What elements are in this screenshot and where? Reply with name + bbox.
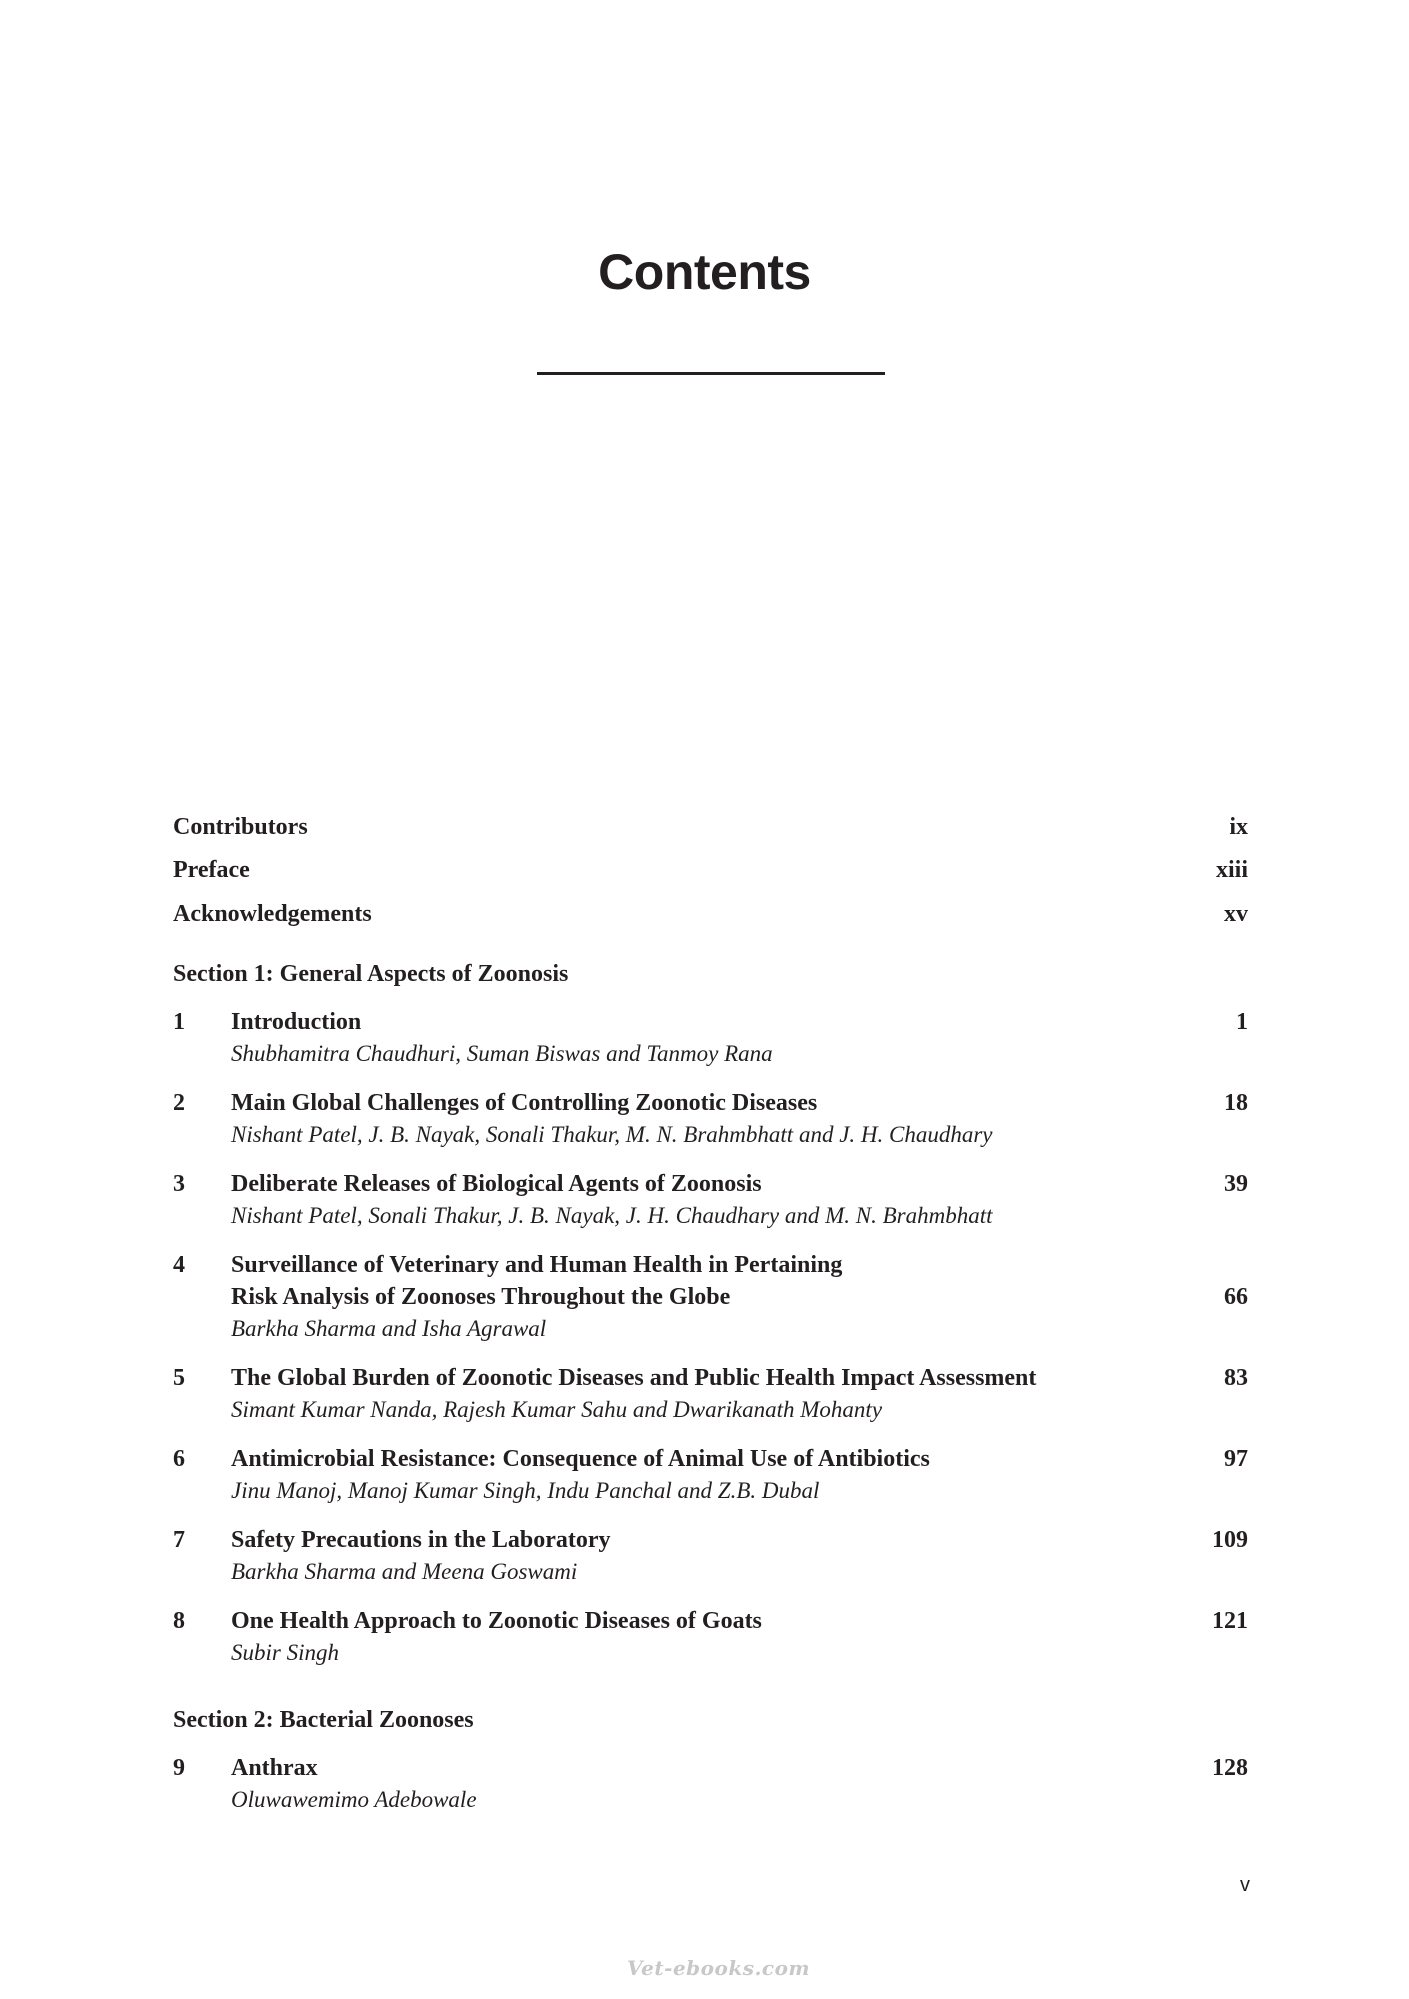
chapter-page: 39 bbox=[1224, 1171, 1248, 1197]
entry-page: xiii bbox=[1215, 857, 1248, 883]
toc-chapter-7[interactable] bbox=[173, 1524, 1248, 1584]
chapter-page: 128 bbox=[1212, 1755, 1248, 1781]
entry-page: xv bbox=[1224, 901, 1248, 927]
chapter-authors: Barkha Sharma and Isha Agrawal bbox=[231, 1316, 547, 1341]
entry-page: ix bbox=[1229, 814, 1248, 840]
chapter-number: 9 bbox=[173, 1755, 185, 1781]
chapter-authors: Subir Singh bbox=[231, 1640, 339, 1665]
chapter-title: Surveillance of Veterinary and Human Health in Pertaining bbox=[231, 1252, 843, 1278]
chapter-page: 1 bbox=[1236, 1009, 1248, 1035]
entry-label: Acknowledgements bbox=[173, 901, 372, 927]
chapter-page: 83 bbox=[1224, 1365, 1248, 1391]
chapter-title: Safety Precautions in the Laboratory bbox=[231, 1527, 611, 1553]
section-heading bbox=[173, 1704, 1248, 1736]
toc-chapter-2[interactable] bbox=[173, 1087, 1248, 1147]
section-heading bbox=[173, 958, 1248, 990]
chapter-title: Anthrax bbox=[231, 1755, 318, 1781]
chapter-authors: Oluwawemimo Adebowale bbox=[231, 1787, 477, 1812]
chapter-title: One Health Approach to Zoonotic Diseases of Goats bbox=[231, 1608, 762, 1634]
chapter-title: Antimicrobial Resistance: Consequence of Animal Use of Antibiotics bbox=[231, 1446, 930, 1472]
chapter-number: 2 bbox=[173, 1090, 185, 1116]
chapter-number: 7 bbox=[173, 1527, 185, 1553]
chapter-title: Introduction bbox=[231, 1009, 362, 1035]
toc-entry-acknowledgements[interactable] bbox=[173, 898, 1248, 930]
section-heading-label: Section 2: Bacterial Zoonoses bbox=[173, 1707, 474, 1733]
toc-chapter-5[interactable] bbox=[173, 1362, 1248, 1422]
toc-chapter-4[interactable] bbox=[173, 1249, 1248, 1341]
toc-chapter-3[interactable] bbox=[173, 1168, 1248, 1228]
chapter-title-line-2: Risk Analysis of Zoonoses Throughout the Globe bbox=[231, 1284, 731, 1310]
chapter-number: 6 bbox=[173, 1446, 185, 1472]
entry-label: Contributors bbox=[173, 814, 308, 840]
page-number: v bbox=[1240, 1874, 1250, 1896]
chapter-authors: Barkha Sharma and Meena Goswami bbox=[231, 1559, 578, 1584]
chapter-authors: Jinu Manoj, Manoj Kumar Singh, Indu Panchal and Z.B. Dubal bbox=[231, 1478, 820, 1503]
toc-chapter-9[interactable] bbox=[173, 1752, 1248, 1812]
chapter-page: 18 bbox=[1224, 1090, 1248, 1116]
chapter-title: The Global Burden of Zoonotic Diseases and Public Health Impact Assessment bbox=[231, 1365, 1037, 1391]
section-heading-label: Section 1: General Aspects of Zoonosis bbox=[173, 961, 569, 987]
chapter-authors: Nishant Patel, Sonali Thakur, J. B. Nayak, J. H. Chaudhary and M. N. Brahmbhatt bbox=[231, 1203, 993, 1228]
chapter-page: 66 bbox=[1224, 1284, 1248, 1310]
entry-label: Preface bbox=[173, 857, 250, 883]
chapter-page: 121 bbox=[1212, 1608, 1248, 1634]
chapter-authors: Shubhamitra Chaudhuri, Suman Biswas and Tanmoy Rana bbox=[231, 1041, 773, 1066]
chapter-number: 4 bbox=[173, 1252, 185, 1278]
watermark-logo: Vet-ebooks.com bbox=[627, 1956, 811, 1980]
chapter-number: 1 bbox=[173, 1009, 185, 1035]
chapter-page: 97 bbox=[1224, 1446, 1248, 1472]
toc-entry-contributors[interactable] bbox=[173, 811, 1248, 843]
page-title: Contents bbox=[598, 244, 811, 300]
chapter-authors: Nishant Patel, J. B. Nayak, Sonali Thakur, M. N. Brahmbhatt and J. H. Chaudhary bbox=[231, 1122, 993, 1147]
toc-chapter-6[interactable] bbox=[173, 1443, 1248, 1503]
chapter-title: Deliberate Releases of Biological Agents of Zoonosis bbox=[231, 1171, 762, 1197]
toc-entry-preface[interactable] bbox=[173, 854, 1248, 886]
chapter-page: 109 bbox=[1212, 1527, 1248, 1553]
toc-chapter-1[interactable] bbox=[173, 1006, 1248, 1066]
chapter-number: 5 bbox=[173, 1365, 185, 1391]
toc-chapter-8[interactable] bbox=[173, 1605, 1248, 1665]
chapter-number: 3 bbox=[173, 1171, 185, 1197]
chapter-title: Main Global Challenges of Controlling Zoonotic Diseases bbox=[231, 1090, 818, 1116]
chapter-number: 8 bbox=[173, 1608, 185, 1634]
chapter-authors: Simant Kumar Nanda, Rajesh Kumar Sahu and Dwarikanath Mohanty bbox=[231, 1397, 883, 1422]
